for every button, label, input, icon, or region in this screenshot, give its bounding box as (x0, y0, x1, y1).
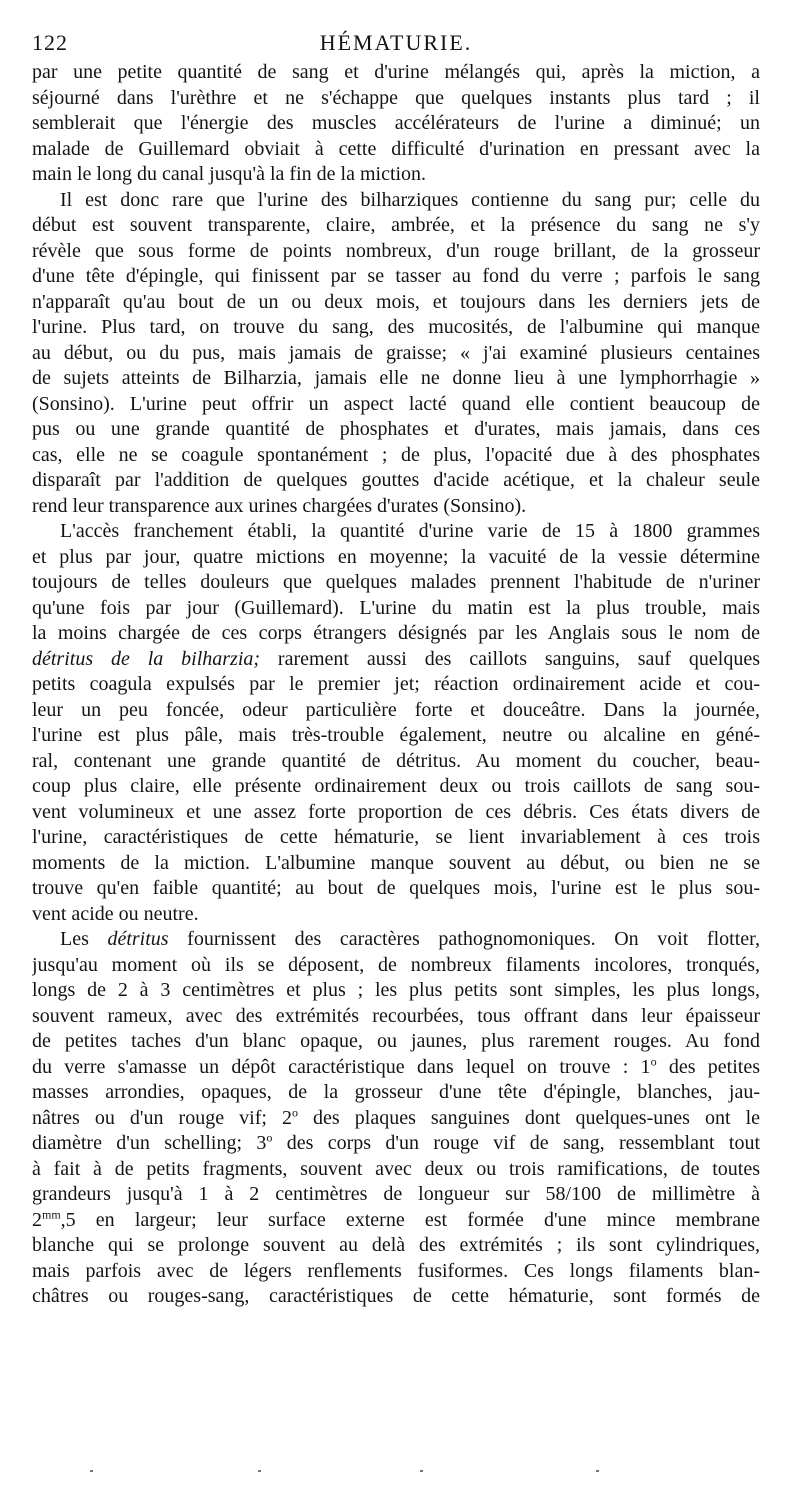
text-line: (Sonsino). L'urine peut offrir un aspect lacté quand elle contient beaucoup de (32, 392, 760, 415)
text-line: vent acide ou neutre. (32, 902, 199, 925)
text-line: jusqu'au moment où ils se déposent, de nombreux filaments incolores, tronqués, (32, 953, 760, 976)
paragraph-1 (32, 60, 760, 188)
text-line: l'urine est plus pâle, mais très-trouble également, neutre ou alcaline en géné- (32, 724, 760, 746)
text-line: séjourné dans l'urèthre et ne s'échappe que quelques instants plus tard ; il (32, 86, 760, 109)
text-line: longs de 2 à 3 centimètres et plus ; les plus petits sont simples, les plus longs, (32, 979, 760, 1001)
scan-speck (420, 1470, 423, 1472)
text-line-italic-start: détritus de la bilharzia; rarement aussi des caillots sanguins, sauf quelques (32, 647, 760, 670)
italic-term: détritus (107, 928, 169, 950)
text-line: disparaît par l'addition de quelques gouttes d'acide acétique, et la chaleur seule (32, 469, 760, 491)
text-line: l'urine, caractéristiques de cette hématurie, se lient invariablement à ces trois (32, 826, 760, 848)
text-line: la moins chargée de ces corps étrangers désignés par les Anglais sous le nom de (32, 622, 760, 644)
text-line: blanche qui se prolonge souvent au delà des extrémités ; ils sont cylindriques, (32, 1234, 760, 1256)
paragraph-2 (32, 188, 760, 520)
text-line: Il est donc rare que l'urine des bilharziques contienne du sang pur; celle du (60, 188, 760, 211)
text-line: d'une tête d'épingle, qui finissent par se tasser au fond du verre ; parfois le sang (32, 265, 760, 287)
text-line: l'urine. Plus tard, on trouve du sang, des mucosités, de l'albumine qui manque (32, 316, 760, 338)
text-line: révèle que sous forme de points nombreux, d'un rouge brillant, de la grosseur (32, 239, 760, 262)
text-line: vent volumineux et une assez forte proportion de ces débris. Ces états divers de (32, 800, 760, 823)
text-line: nâtres ou d'un rouge vif; 2$^o$ des plaques sanguines dont quelques-unes ont le (32, 1105, 760, 1129)
text-line: petits coagula expulsés par le premier jet; réaction ordinairement acide et cou- (32, 673, 760, 695)
text-line: $2^{mm},5$ en largeur; leur surface externe est formée d'une mince membrane (32, 1207, 760, 1231)
text-line: ral, contenant une grande quantité de détritus. Au moment du coucher, beau- (32, 749, 760, 772)
text-line: moments de la miction. L'albumine manque souvent au début, ou bien ne se (32, 851, 760, 874)
text-line: de petites taches d'un blanc opaque, ou jaunes, plus rarement rouges. Au fond (32, 1030, 760, 1052)
text-line: main le long du canal jusqu'à la fin de la miction. (32, 163, 427, 185)
book-page (32, 26, 760, 1310)
text-line: toujours de telles douleurs que quelques malades prennent l'habitude de n'uriner (32, 571, 760, 593)
text-line: semblerait que l'énergie des muscles accélérateurs de l'urine a diminué; un (32, 112, 760, 134)
text-line: du verre s'amasse un dépôt caractéristique dans lequel on trouve : 1$^o$ des petites (32, 1054, 760, 1078)
italic-term: détritus de la bilharzia; (32, 647, 261, 670)
text-line: n'apparaît qu'au bout de un ou deux mois, et toujours dans les derniers jets de (32, 290, 760, 313)
text-line: leur un peu foncée, odeur particulière forte et douceâtre. Dans la journée, (32, 698, 760, 721)
text-line: coup plus claire, elle présente ordinairement deux ou trois caillots de sang sou- (32, 775, 760, 797)
running-head (32, 26, 760, 60)
scan-artifacts (0, 1470, 800, 1480)
text-line: début est souvent transparente, claire, ambrée, et la présence du sang ne s'y (32, 214, 760, 236)
text-line: cas, elle ne se coagule spontanément ; de plus, l'opacité due à des phosphates (32, 443, 760, 466)
paragraph-3 (32, 519, 760, 927)
text-line: trouve qu'en faible quantité; au bout de quelques mois, l'urine est le plus sou- (32, 877, 760, 899)
page-number: 122 (32, 30, 68, 55)
text-line: rend leur transparence aux urines chargées d'urates (Sonsino). (32, 494, 527, 517)
text-line-italic-start: Les détritus fournissent des caractères pathognomoniques. On voit flotter, (60, 928, 760, 950)
text-line: grandeurs jusqu'à 1 à 2 centimètres de longueur sur 58/100 de millimètre à (32, 1183, 760, 1205)
text-line: châtres ou rouges-sang, caractéristiques de cette hématurie, sont formés de (32, 1285, 760, 1307)
text-line: au début, ou du pus, mais jamais de graisse; « j'ai examiné plusieurs centaines (32, 341, 760, 364)
text-line: masses arrondies, opaques, de la grosseur d'une tête d'épingle, blanches, jau- (32, 1081, 760, 1103)
text-line: qu'une fois par jour (Guillemard). L'urine du matin est la plus trouble, mais (32, 596, 760, 619)
text-line: diamètre d'un schelling; 3$^o$ des corps d'un rouge vif de sang, ressemblant tout (32, 1131, 760, 1154)
text-line: par une petite quantité de sang et d'urine mélangés qui, après la miction, a (32, 61, 760, 83)
text-line: souvent rameux, avec des extrémités recourbées, tous offrant dans leur épaisseur (32, 1004, 760, 1027)
text-line: de sujets atteints de Bilharzia, jamais elle ne donne lieu à une lymphorrhagie » (32, 367, 760, 389)
text-line: malade de Guillemard obviait à cette difficulté d'urination en pressant avec la (32, 137, 760, 160)
scan-speck (90, 1470, 93, 1472)
text-line: L'accès franchement établi, la quantité d'urine varie de 15 à 1800 grammes (60, 520, 760, 542)
scan-speck (258, 1470, 261, 1472)
text-line: et plus par jour, quatre mictions en moyenne; la vacuité de la vessie détermine (32, 545, 760, 568)
text-line: à fait à de petits fragments, souvent avec deux ou trois ramifications, de toutes (32, 1157, 760, 1180)
text-line: pus ou une grande quantité de phosphates et d'urates, mais jamais, dans ces (32, 418, 760, 440)
text-line: mais parfois avec de légers renflements fusiformes. Ces longs filaments blan- (32, 1259, 760, 1282)
body-text (32, 60, 760, 1310)
paragraph-4 (32, 927, 760, 1310)
running-title: HÉMATURIE. (319, 30, 473, 55)
scan-speck (596, 1470, 599, 1472)
